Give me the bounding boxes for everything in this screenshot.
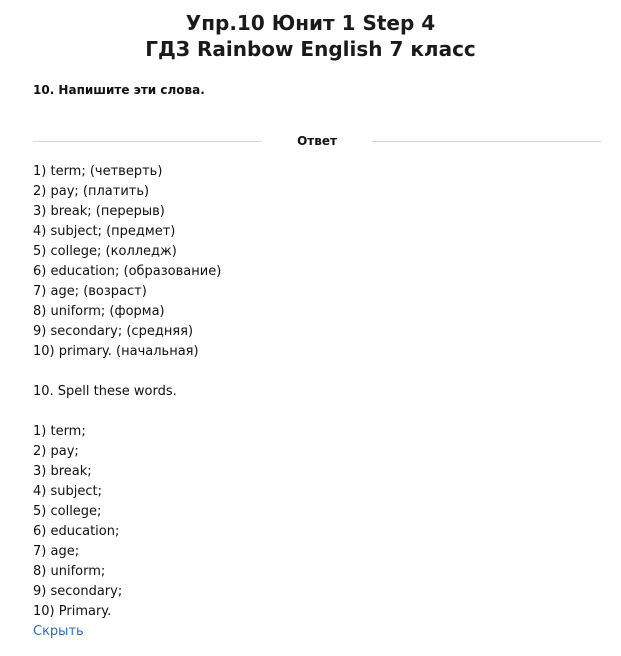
- russian-word-list: [33, 162, 221, 362]
- task-text: 10. Напишите эти слова.: [33, 83, 205, 97]
- list-item: 2) pay; (платить): [33, 184, 150, 199]
- page-title: Упр.10 Юнит 1 Step 4: [185, 11, 436, 35]
- list-item: 6) education; (образование): [33, 264, 222, 279]
- list-item: 7) age;: [33, 544, 80, 559]
- list-item: 8) uniform;: [33, 564, 106, 579]
- page-subtitle: ГДЗ Rainbow English 7 класс: [145, 37, 476, 61]
- hide-answer-link[interactable]: Скрыть: [33, 624, 84, 639]
- list-item: 4) subject;: [33, 484, 102, 499]
- list-item: 3) break;: [33, 464, 92, 479]
- english-task-heading: 10. Spell these words.: [33, 384, 177, 399]
- divider-line-right: [372, 141, 601, 142]
- list-item: 6) education;: [33, 524, 120, 539]
- list-item: 8) uniform; (форма): [33, 304, 165, 319]
- list-item: 10) primary. (начальная): [33, 344, 199, 359]
- list-item: 1) term;: [33, 424, 86, 439]
- english-word-list: [33, 422, 122, 622]
- list-item: 9) secondary; (средняя): [33, 324, 194, 339]
- list-item: 3) break; (перерыв): [33, 204, 165, 219]
- list-item: 9) secondary;: [33, 584, 123, 599]
- list-item: 2) pay;: [33, 444, 79, 459]
- list-item: 10) Primary.: [33, 604, 112, 619]
- list-item: 5) college; (колледж): [33, 244, 177, 259]
- list-item: 7) age; (возраст): [33, 284, 147, 299]
- list-item: 4) subject; (предмет): [33, 224, 176, 239]
- answer-label: Ответ: [297, 134, 337, 148]
- divider-line-left: [33, 141, 262, 142]
- answer-divider: [33, 132, 601, 152]
- list-item: 1) term; (четверть): [33, 164, 163, 179]
- list-item: 5) college;: [33, 504, 102, 519]
